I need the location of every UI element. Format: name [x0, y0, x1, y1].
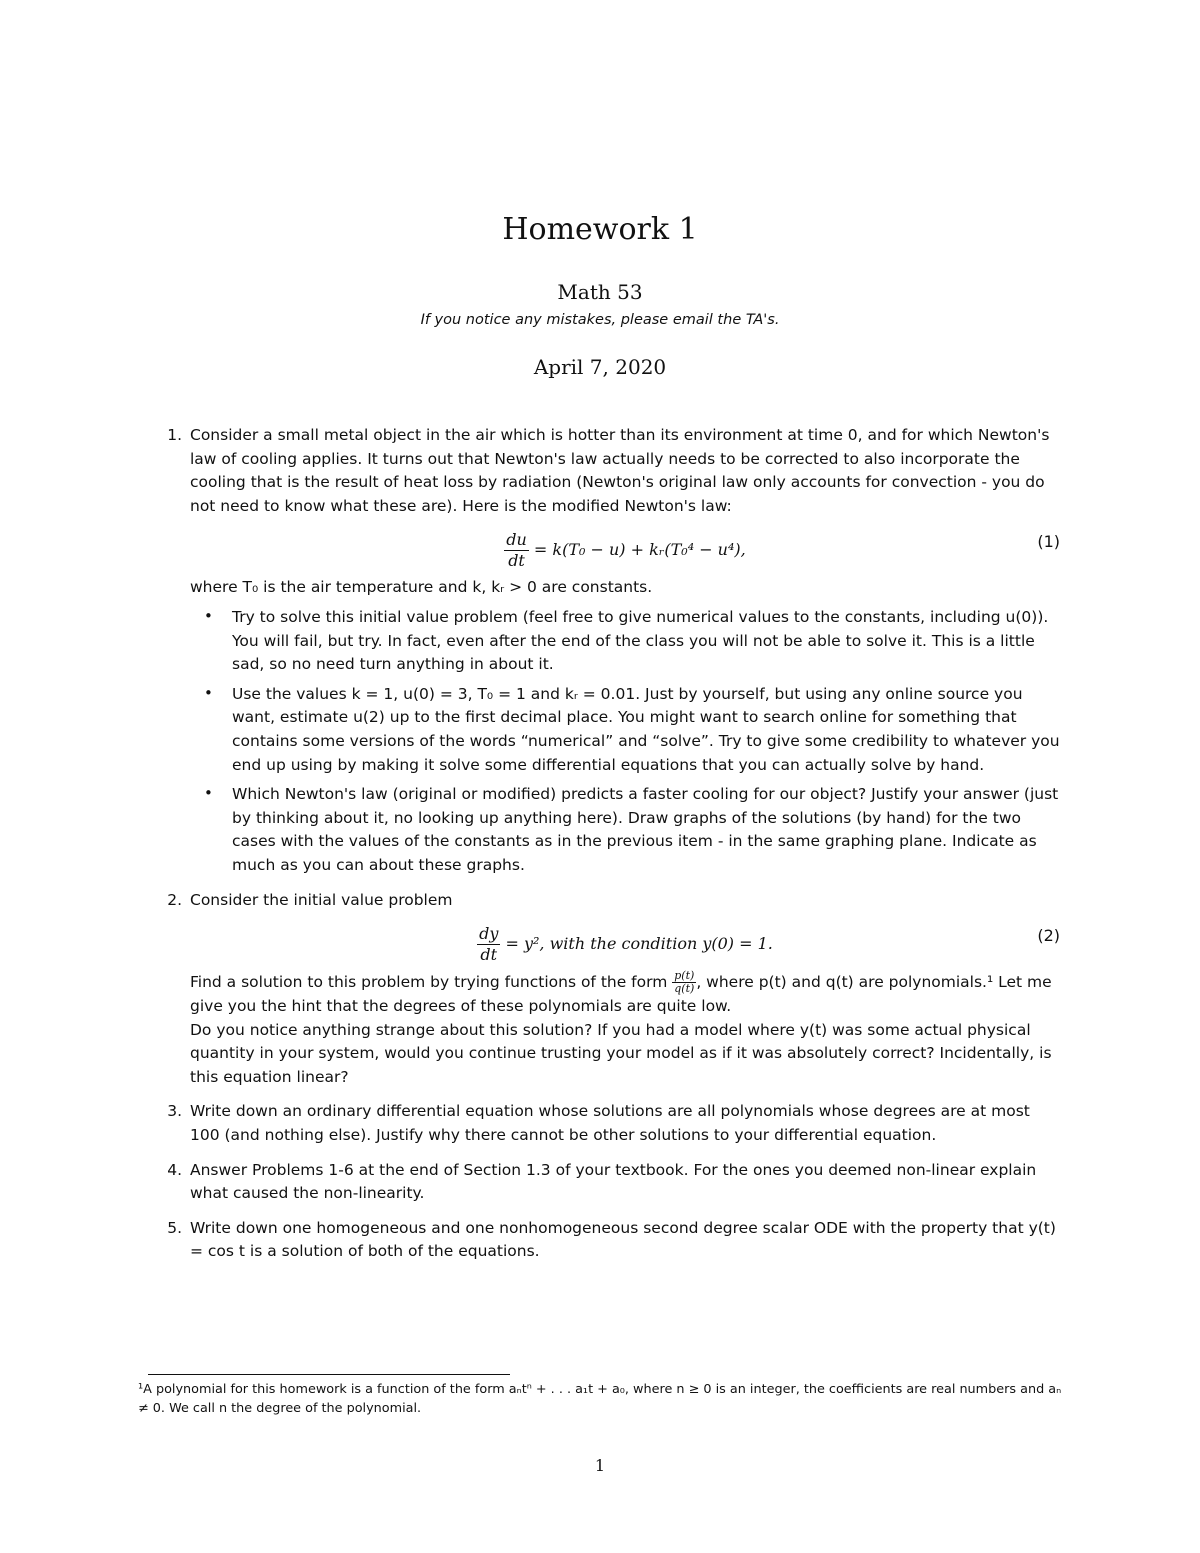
bullet-icon: •: [204, 683, 213, 702]
problem-number: 5.: [167, 1218, 182, 1237]
equation-1-fraction: [504, 530, 529, 571]
paragraph-text: , where p(t) and q(t) are polynomials.¹ Let me give you the hint that the degrees of these polynomials are quite low.: [190, 973, 1052, 1016]
problem-2-intro: Consider the initial value problem: [190, 890, 453, 909]
document-date: April 7, 2020: [533, 355, 667, 379]
bullet-item: [190, 783, 1060, 877]
problem-number: 1.: [167, 426, 182, 444]
fraction-numerator: dy: [479, 924, 499, 944]
bullet-text: Use the values k = 1, u(0) = 3, T₀ = 1 and kᵣ = 0.01. Just by yourself, but using any online source you want, estimate u(2) up to the first decimal place. You might want to search online for something that contains some versions of the words “numerical” and “solve”. Try to give some credibility to whatever you end up using by making it solve some differential equations that you can actually solve by hand.: [232, 684, 1060, 774]
footnote: ¹A polynomial for this homework is a function of the form aₙtⁿ + . . . a₁t + a₀, where n ≥ 0 is an integer, the coefficients are real numbers and aₙ ≠ 0. We call n the degree of the polynomial.: [138, 1382, 1062, 1416]
fraction-denominator: dt: [480, 945, 498, 965]
equation-1-tag: (1): [1037, 532, 1060, 552]
problem-4: [160, 1159, 1060, 1206]
equation-2-fraction: [477, 924, 500, 965]
problem-number: 4.: [167, 1160, 182, 1179]
problem-number: 3.: [167, 1102, 182, 1121]
problem-number: 2.: [167, 890, 182, 909]
problem-1-after-equation: where T₀ is the air temperature and k, kᵣ > 0 are constants.: [190, 578, 653, 597]
bullet-item: [190, 683, 1060, 777]
problem-1-intro: Consider a small metal object in the air which is hotter than its environment at time 0, and for which Newton's law of cooling applies. It turns out that Newton's law actually needs to be corrected to also incorporate the cooling that is the result of heat loss by radiation (Newton's original law only accounts for convection - you do not need to know what these are). Here is the modified Newton's law:: [190, 426, 1050, 515]
bullet-text: Try to solve this initial value problem (feel free to give numerical values to the constants, including u(0)). You will fail, but try. In fact, even after the end of the class you will not be able to solve it. This is a little sad, so no need turn anything in about it.: [232, 607, 1049, 674]
inline-fraction: [672, 970, 696, 995]
document-title: Homework 1: [502, 212, 698, 247]
problem-4-text: Answer Problems 1-6 at the end of Section 1.3 of your textbook. For the ones you deemed non-linear explain what caused the non-linearity.: [190, 1160, 1037, 1203]
problem-2-paragraph-2: Do you notice anything strange about this solution? If you had a model where y(t) was some actual physical quantity in your system, would you continue trusting your model as if it was absolutely correct? Incidentally, is this equation linear?: [190, 1020, 1052, 1086]
bullet-icon: •: [204, 606, 213, 625]
paragraph-text: Find a solution to this problem by trying functions of the form: [190, 973, 668, 992]
footnote-divider: [148, 1374, 510, 1375]
equation-2: [190, 912, 1060, 970]
equation-1: [190, 518, 1060, 576]
equation-2-rhs: = y², with the condition y(0) = 1.: [505, 934, 773, 954]
problem-5-text: Write down one homogeneous and one nonhomogeneous second degree scalar ODE with the property that y(t) = cos t is a solution of both of the equations.: [190, 1218, 1056, 1261]
course-name: Math 53: [557, 280, 643, 304]
bullet-item: [190, 606, 1060, 677]
problem-list: [160, 424, 1060, 1275]
problem-3: [160, 1100, 1060, 1147]
problem-3-text: Write down an ordinary differential equation whose solutions are all polynomials whose degrees are at most 100 (and nothing else). Justify why there cannot be other solutions to your differential equation.: [190, 1102, 1030, 1145]
page-number: 1: [594, 1456, 606, 1475]
fraction-denominator: dt: [508, 551, 525, 571]
errata-note: If you notice any mistakes, please email the TA's.: [420, 312, 780, 328]
problem-5: [160, 1217, 1060, 1264]
problem-2-paragraph-1: [190, 970, 1060, 1019]
equation-2-tag: (2): [1037, 926, 1060, 946]
equation-1-rhs: = k(T₀ − u) + kᵣ(T₀⁴ − u⁴),: [533, 540, 746, 560]
fraction-numerator: du: [506, 530, 527, 550]
fraction-denominator: q(t): [674, 982, 695, 996]
fraction-numerator: p(t): [674, 969, 695, 983]
problem-2: [160, 889, 1060, 1090]
bullet-text: Which Newton's law (original or modified) predicts a faster cooling for our object? Justify your answer (just by thinking about it, no looking up anything here). Draw graphs of the solutions (by hand) for the two cases with the values of the constants as in the previous item - in the same graphing plane. Indicate as much as you can about these graphs.: [232, 785, 1059, 874]
problem-1: [160, 424, 1060, 878]
bullet-icon: •: [204, 784, 213, 803]
